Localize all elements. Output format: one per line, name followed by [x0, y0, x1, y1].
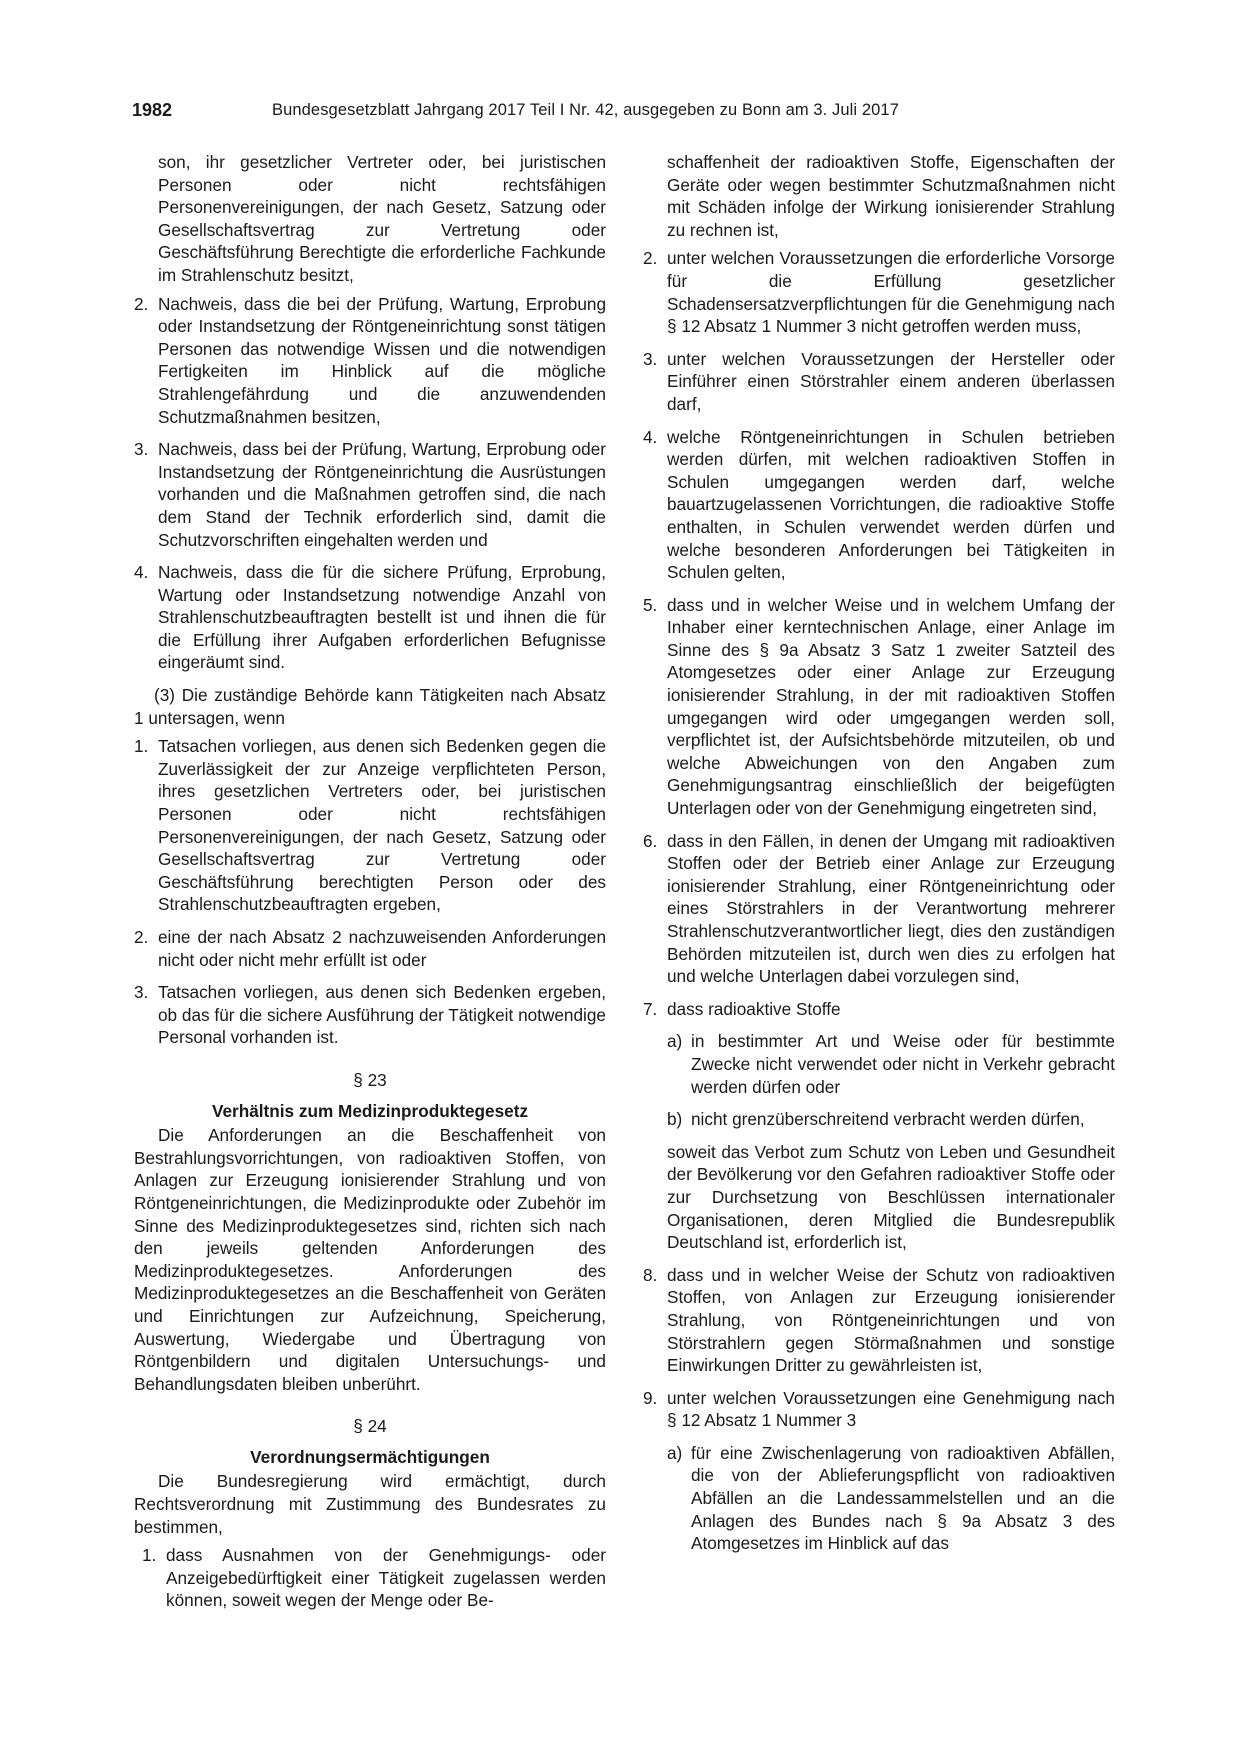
- item-number: 9.: [643, 1387, 658, 1408]
- item-text: Tatsachen vorliegen, aus denen sich Bedenken gegen die Zuverlässigkeit der zur Anzeige verpflichteten Person, ihres gesetzlichen Vertreters oder, bei juristischen Personen oder nicht rechtsfähigen Personenvereinigungen, der nach Gesetz, Satzung oder Gesellschaftsvertrag zur Vertretung oder Geschäftsführung berechtigten Person oder des Strahlenschutzbeauftragten ergeben,: [158, 736, 606, 915]
- list-item: [134, 926, 606, 971]
- item-text: dass und in welcher Weise der Schutz von radioaktiven Stoffen, von Anlagen zur Erzeugung ionisierender Strahlung, von Röntgeneinrichtungen und von Störstrahlern gegen Störmaßnahmen und sonstige Einwirkungen Dritter zu gewährleisten ist,: [667, 1264, 1115, 1376]
- item-text: Nachweis, dass die für die sichere Prüfung, Erprobung, Wartung oder Instandsetzung notwendige Anzahl von Strahlenschutzbeauftragten bestellt ist und ihnen die für die Erfüllung ihrer Aufgaben erforderlichen Befugnisse eingeräumt sind.: [158, 562, 606, 673]
- item-number: 2.: [134, 293, 149, 314]
- item-text: eine der nach Absatz 2 nachzuweisenden Anforderungen nicht oder nicht mehr erfüllt ist oder: [158, 927, 606, 970]
- item-text: Tatsachen vorliegen, aus denen sich Bedenken ergeben, ob das für die sichere Ausführung der Tätigkeit notwendige Personal vorhanden ist.: [158, 982, 606, 1048]
- item-number: 1.: [142, 1545, 157, 1566]
- item-text: dass Ausnahmen von der Genehmigungs- oder Anzeigebedürftigkeit einer Tätigkeit zugelassen werden können, soweit wegen der Menge oder Be-: [166, 1545, 606, 1611]
- item-text: dass und in welcher Weise und in welchem Umfang der Inhaber einer kerntechnischen Anlage, einer Anlage im Sinne des § 9a Absatz 3 Satz 1 zweiter Satzteil des Atomgesetzes oder einer Anlage zur Erzeugung ionisierender Strahlung, in der mit radioaktiven Stoffen umgegangen wird oder umgegangen werden soll, verpflichtet ist, der Aufsichtsbehörde mitzuteilen, ob und welche Abweichungen von den Angaben zum Genehmigungsantrag einschließlich der beigefügten Unterlagen oder von der Genehmigung eingetreten sind,: [667, 594, 1115, 819]
- section-body: Die Anforderungen an die Beschaffenheit von Bestrahlungsvorrichtungen, von radioaktiven Stoffen, von Anlagen zur Erzeugung ionisierender Strahlung und von Röntgeneinrichtungen, die Medizinprodukte oder Zubehör im Sinne des Medizinproduktegesetzes sind, richten sich nach den jeweils geltenden Anforderungen des Medizinproduktegesetzes. Anforderungen des Medizinproduktegesetzes an die Beschaffenheit von Geräten und Einrichtungen zur Aufzeichnung, Speicherung, Auswertung, Wiedergabe und Übertragung von Röntgenbildern und digitalen Untersuchungs- und Behandlungsdaten bleiben unberührt.: [134, 1125, 606, 1394]
- list-item: [134, 1544, 606, 1612]
- item-text: unter welchen Voraussetzungen der Hersteller oder Einführer einen Störstrahler einem anderen überlassen darf,: [667, 348, 1115, 414]
- item-number: 8.: [643, 1264, 658, 1285]
- sub-item: [667, 1108, 1115, 1131]
- item-number: 5.: [643, 594, 658, 615]
- continuation-text: schaffenheit der radioaktiven Stoffe, Eigenschaften der Geräte oder wegen bestimmter Schutzmaßnahmen nicht mit Schäden infolge der Wirkung ionisierender Strahlung zu rechnen ist,: [667, 152, 1115, 240]
- list-item: [643, 594, 1115, 820]
- item-number: 3.: [134, 982, 149, 1003]
- item-text: Nachweis, dass die bei der Prüfung, Wartung, Erprobung oder Instandsetzung der Röntgeneinrichtung sonst tätigen Personen das notwendige Wissen und die notwendigen Fertigkeiten im Hinblick auf die mögliche Strahlengefährdung und die anzuwendenden Schutzmaßnahmen besitzen,: [158, 293, 606, 427]
- list-item: [134, 561, 606, 674]
- section-title: Verordnungsermächtigungen: [250, 1446, 490, 1467]
- left-column: [134, 151, 606, 1622]
- sub-item-letter: a): [667, 1031, 683, 1052]
- item-number: 3.: [134, 439, 149, 460]
- section-number: § 24: [353, 1416, 387, 1437]
- item-number: 4.: [643, 426, 658, 447]
- continuation-text: son, ihr gesetzlicher Vertreter oder, bei juristischen Personen oder nicht rechtsfähigen Personenvereinigungen, der nach Gesetz, Satzung oder Gesellschaftsvertrag zur Vertretung oder Geschäftsführung Berechtigte die erforderliche Fachkunde im Strahlenschutz besitzt,: [158, 152, 606, 285]
- paragraph-3: (3) Die zuständige Behörde kann Tätigkeiten nach Absatz 1 untersagen, wenn: [134, 685, 606, 728]
- running-header: Bundesgesetzblatt Jahrgang 2017 Teil I Nr. 42, ausgegeben zu Bonn am 3. Juli 2017: [272, 101, 899, 119]
- section-title: Verhältnis zum Medizinproduktegesetz: [211, 1100, 529, 1121]
- list-item: [134, 293, 606, 429]
- item-text: dass in den Fällen, in denen der Umgang mit radioaktiven Stoffen oder der Betrieb einer Anlage zur Erzeugung ionisierender Strahlung, einer Röntgeneinrichtung oder eines Störstrahlers in der Verantwortung mehrerer Strahlenschutzverantwortlicher liegt, dies den zuständigen Behörden mitzuteilen ist, durch wen dies zu erfolgen hat und welche Unterlagen dabei vorzulegen sind,: [667, 830, 1115, 987]
- list-item: [643, 830, 1115, 988]
- item-number: 2.: [643, 248, 658, 269]
- item-text: dass radioaktive Stoffe: [667, 998, 841, 1019]
- item-number: 1.: [134, 736, 149, 757]
- item-number: 3.: [643, 348, 658, 369]
- list-item: [134, 981, 606, 1049]
- item-number: 7.: [643, 998, 658, 1019]
- list-item: [643, 1264, 1115, 1377]
- list-item: [643, 1387, 1115, 1432]
- list-item: [134, 735, 606, 916]
- item-text: welche Röntgeneinrichtungen in Schulen betrieben werden dürfen, mit welchen radioaktiven Stoffen in Schulen umgegangen werden darf, welche bauartzugelassenen Vorrichtungen, die radioaktive Stoffe enthalten, in Schulen verwendet werden dürfen und welche besonderen Anforderungen bei Tätigkeiten in Schulen gelten,: [667, 426, 1115, 583]
- page-number: 1982: [132, 100, 173, 120]
- list-item: [643, 998, 1115, 1021]
- sub-item-text: für eine Zwischenlagerung von radioaktiven Abfällen, die von der Ablieferungspflicht von radioaktiven Abfällen an die Landessammelstellen und an die Anlagen des Bundes nach § 9a Absatz 3 des Atomgesetzes im Hinblick auf das: [691, 1442, 1115, 1554]
- sub-item-text: in bestimmter Art und Weise oder für bestimmte Zwecke nicht verwendet oder nicht in Verkehr gebracht werden dürfen oder: [691, 1031, 1115, 1097]
- item-number: 4.: [134, 562, 149, 583]
- sub-item-letter: b): [667, 1109, 683, 1130]
- item-tail-text: soweit das Verbot zum Schutz von Leben und Gesundheit der Bevölkerung vor den Gefahren radioaktiver Stoffe oder zur Durchsetzung von Beschlüssen internationaler Organisationen, deren Mitglied die Bundesrepublik Deutschland ist, erforderlich ist,: [667, 1141, 1115, 1253]
- section-intro: Die Bundesregierung wird ermächtigt, durch Rechtsverordnung mit Zustimmung des Bundesrates zu bestimmen,: [134, 1471, 606, 1537]
- list-item: [643, 426, 1115, 584]
- list-item: [643, 247, 1115, 337]
- item-text: Nachweis, dass bei der Prüfung, Wartung, Erprobung oder Instandsetzung der Röntgeneinrichtung die Ausrüstungen vorhanden und die Maßnahmen getroffen sind, die nach dem Stand der Technik erforderlich sind, damit die Schutzvorschriften eingehalten werden und: [158, 439, 606, 550]
- list-item: [134, 438, 606, 551]
- list-item: [643, 348, 1115, 416]
- item-number: 6.: [643, 830, 658, 851]
- right-column: [643, 151, 1115, 1565]
- item-text: unter welchen Voraussetzungen die erforderliche Vorsorge für die Erfüllung gesetzlicher Schadensersatzverpflichtungen für die Genehmigung nach § 12 Absatz 1 Nummer 3 nicht getroffen werden muss,: [667, 248, 1115, 337]
- sub-item: [667, 1442, 1115, 1555]
- sub-item-text: nicht grenzüberschreitend verbracht werden dürfen,: [691, 1109, 1085, 1130]
- item-text: unter welchen Voraussetzungen eine Genehmigung nach § 12 Absatz 1 Nummer 3: [667, 1387, 1115, 1431]
- item-number: 2.: [134, 927, 149, 947]
- sub-item: [667, 1030, 1115, 1098]
- sub-item-letter: a): [667, 1442, 683, 1463]
- section-number: § 23: [353, 1069, 387, 1090]
